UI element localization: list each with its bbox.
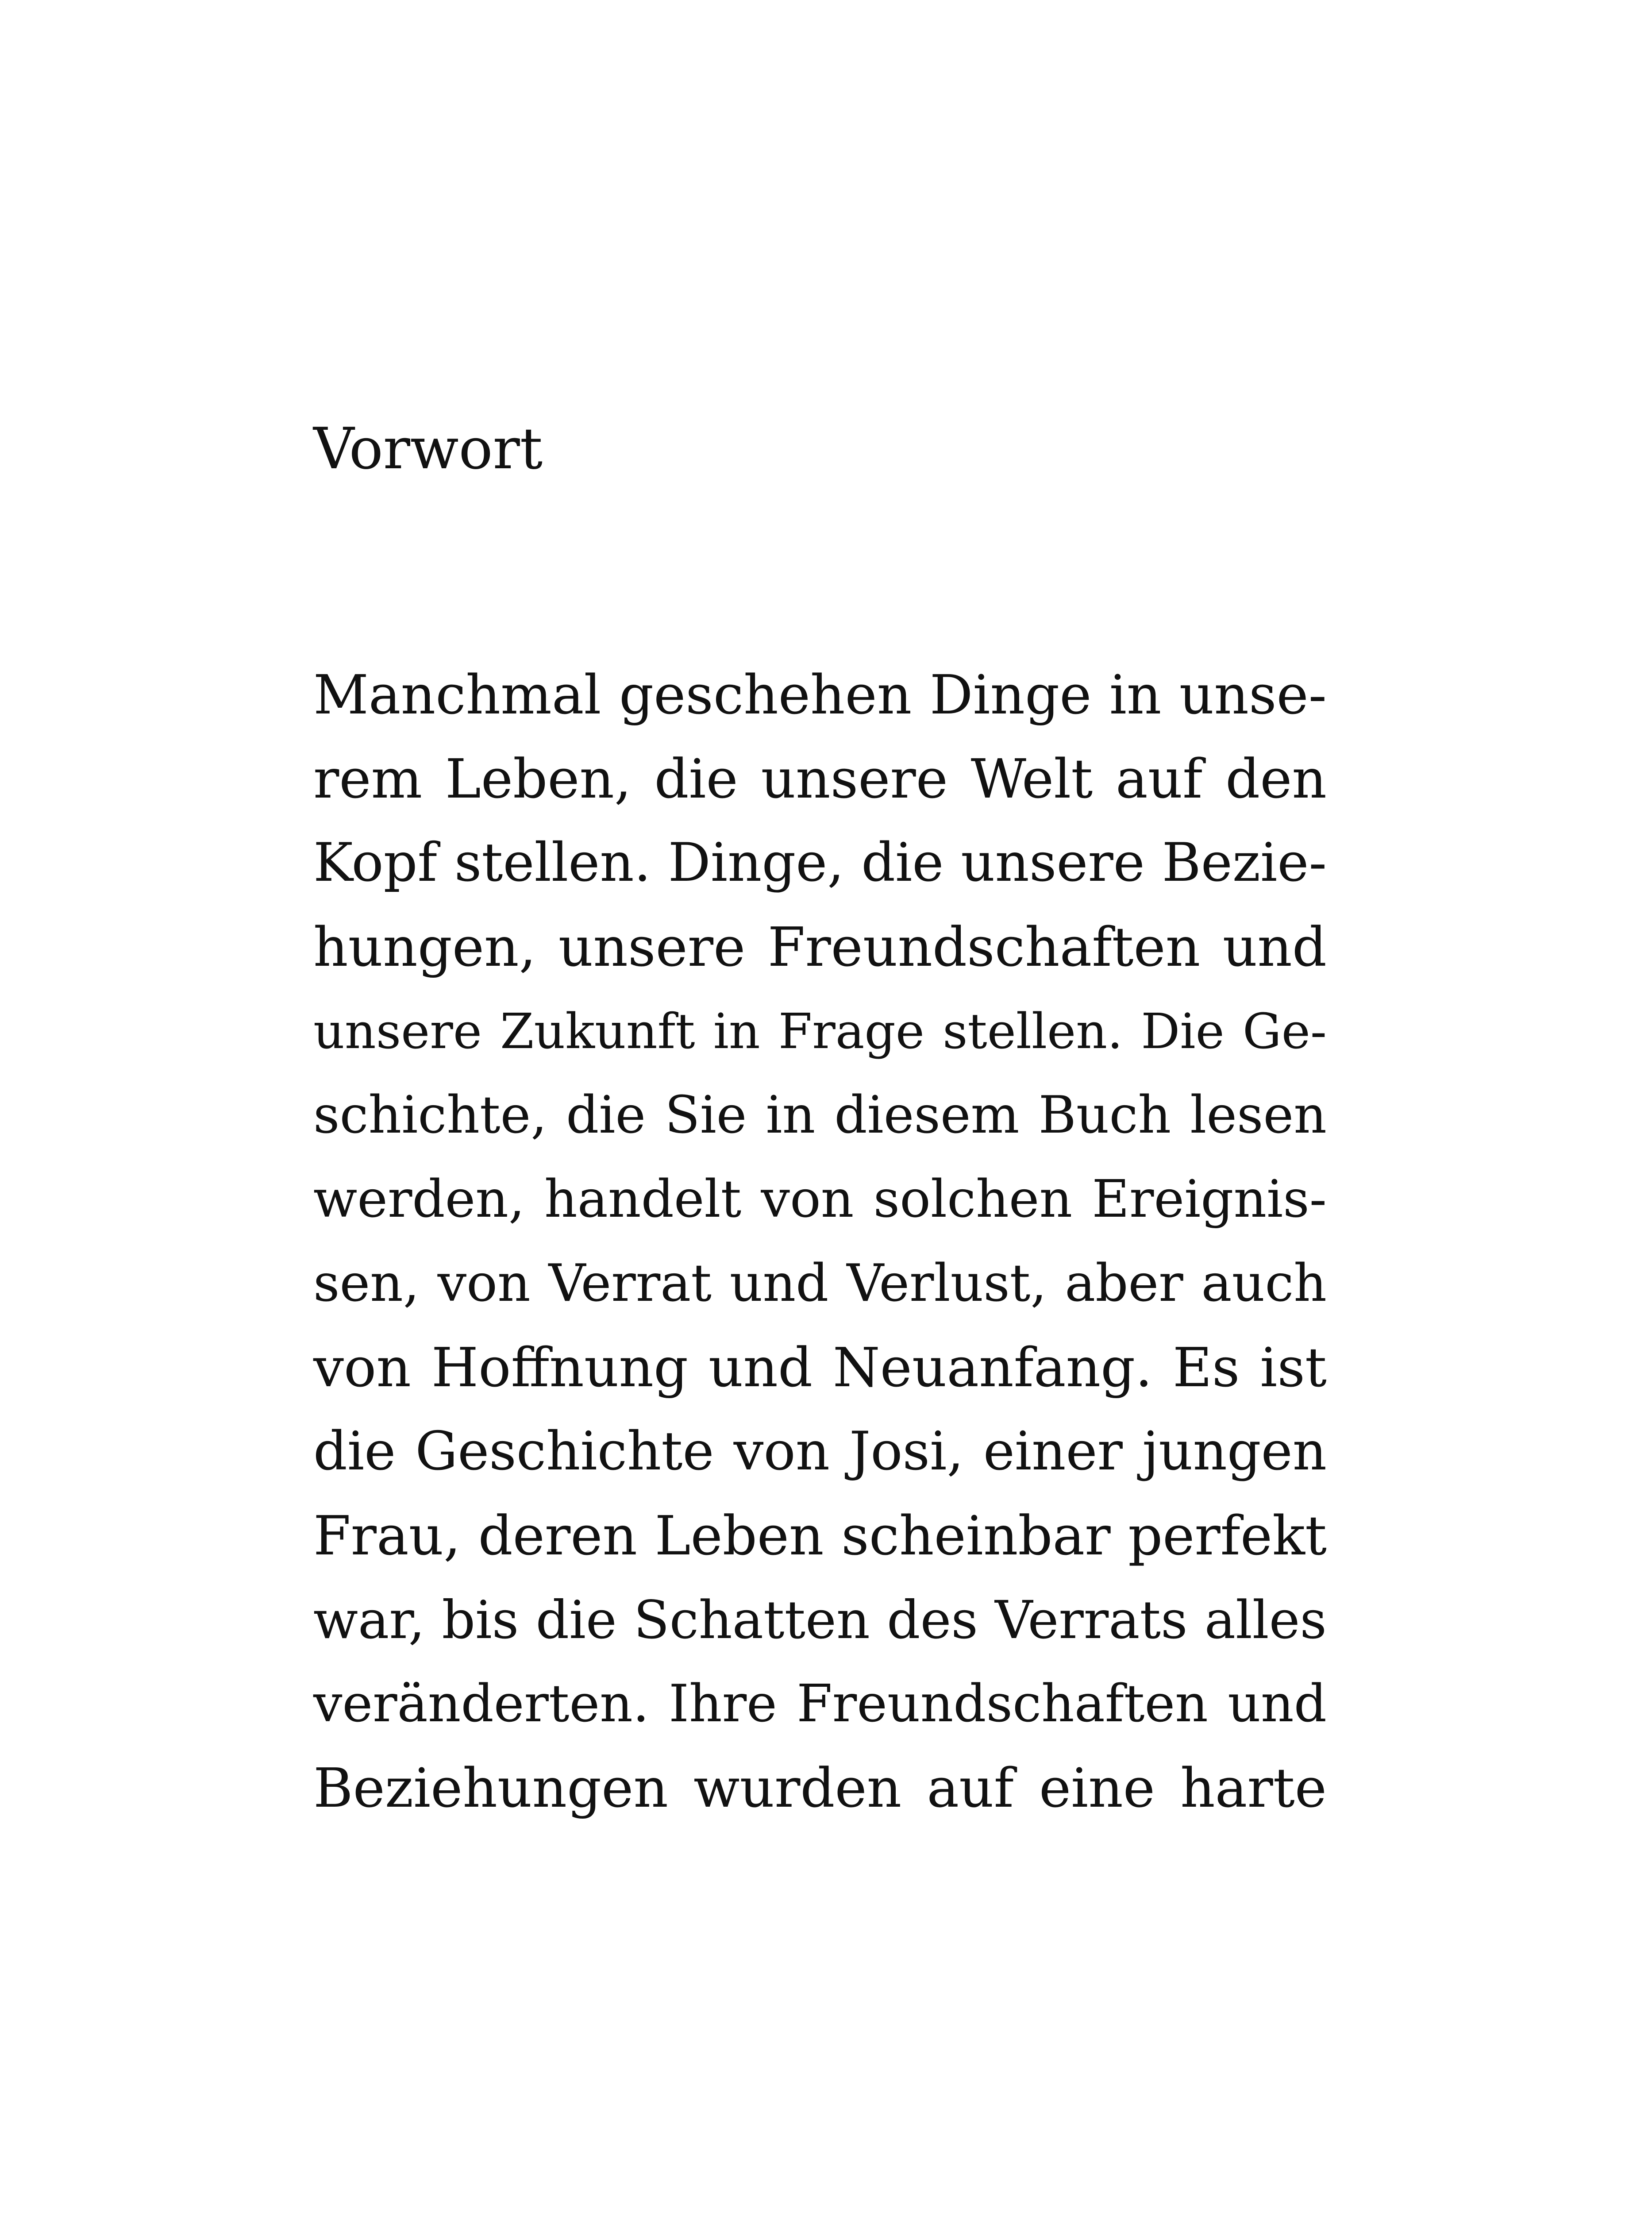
word: Leben [655, 1504, 824, 1567]
word: Die [1141, 1003, 1225, 1060]
word: solchen [873, 1169, 1073, 1229]
word: die [861, 832, 944, 894]
word: Leben, [445, 748, 632, 810]
word: aber [1065, 1253, 1183, 1313]
word: Frage [778, 1003, 924, 1060]
word: diesem [834, 1085, 1020, 1145]
word: Neuanfang. [832, 1336, 1153, 1399]
text-line [313, 1073, 1327, 1157]
word: stellen. [943, 1003, 1123, 1060]
text-line [313, 1157, 1327, 1241]
word: Bezie- [1162, 832, 1327, 894]
word: auf [1115, 748, 1203, 810]
word: Buch [1038, 1085, 1171, 1145]
word: den [1225, 748, 1327, 810]
word: veränderten. [313, 1674, 649, 1734]
word: unsere [761, 748, 948, 810]
word: eine [1039, 1757, 1155, 1820]
word: bis [442, 1589, 519, 1650]
word: Schatten [633, 1589, 870, 1650]
text-line [313, 1410, 1327, 1494]
word: jungen [1142, 1421, 1327, 1482]
word: unsere [313, 1003, 482, 1060]
word: einer [983, 1421, 1123, 1482]
word: Es [1172, 1336, 1240, 1399]
word: harte [1180, 1757, 1327, 1820]
word: Dinge [929, 663, 1092, 726]
word: die [654, 748, 738, 810]
word: Geschichte [415, 1421, 714, 1482]
text-line [313, 821, 1327, 905]
word: unse- [1179, 663, 1327, 726]
word: und [708, 1336, 813, 1399]
word: des [887, 1589, 978, 1650]
text-line [313, 1662, 1327, 1746]
word: die [566, 1085, 646, 1145]
word: wurden [693, 1757, 902, 1820]
word: in [713, 1003, 760, 1060]
word: in [1109, 663, 1162, 726]
word: stellen. [454, 832, 651, 894]
word: Ereignis- [1092, 1169, 1327, 1229]
word: sen, [313, 1253, 420, 1313]
word: ist [1260, 1336, 1327, 1399]
word: hungen, [313, 916, 536, 979]
word: geschehen [619, 663, 912, 726]
text-line [313, 737, 1327, 821]
word: Dinge, [668, 832, 844, 894]
word: deren [478, 1504, 637, 1567]
word: handelt [544, 1169, 742, 1229]
word: scheinbar [841, 1504, 1111, 1567]
word: Verrat [548, 1253, 712, 1313]
word: die [313, 1421, 396, 1482]
word: von [437, 1253, 531, 1313]
word: von [761, 1169, 854, 1229]
word: die [535, 1589, 617, 1650]
word: unsere [961, 832, 1145, 894]
word: Josi, [849, 1421, 964, 1482]
body-paragraph [313, 653, 1327, 1830]
word: Ihre [669, 1674, 777, 1734]
text-line [313, 1578, 1327, 1662]
word: und [1222, 916, 1327, 979]
text-line [313, 1326, 1327, 1410]
word: auf [927, 1757, 1014, 1820]
word: war, [313, 1589, 425, 1650]
word: und [729, 1253, 829, 1313]
word: perfekt [1128, 1504, 1327, 1567]
text-line [313, 1746, 1327, 1830]
word: Freundschaften [767, 916, 1201, 979]
word: Hoffnung [431, 1336, 689, 1399]
word: rem [313, 748, 423, 810]
word: Verrats [995, 1589, 1188, 1650]
word: von [313, 1336, 411, 1399]
word: Beziehungen [313, 1757, 668, 1820]
word: und [1228, 1674, 1327, 1734]
word: lesen [1190, 1085, 1327, 1145]
word: Verlust, [847, 1253, 1047, 1313]
word: in [766, 1085, 816, 1145]
text-line [313, 905, 1327, 989]
word: Ge- [1242, 1003, 1327, 1060]
word: Freundschaften [797, 1674, 1208, 1734]
word: auch [1201, 1253, 1327, 1313]
text-line [313, 1241, 1327, 1326]
text-line [313, 1494, 1327, 1578]
word: Manchmal [313, 663, 601, 726]
word: Kopf [313, 832, 437, 894]
word: Welt [970, 748, 1093, 810]
word: Frau, [313, 1504, 461, 1567]
word: werden, [313, 1169, 525, 1229]
word: unsere [558, 916, 746, 979]
word: alles [1204, 1589, 1327, 1650]
word: schichte, [313, 1085, 547, 1145]
word: Zukunft [500, 1003, 695, 1060]
word: von [733, 1421, 830, 1482]
word: Sie [665, 1085, 747, 1145]
chapter-heading: Vorwort [313, 416, 543, 482]
text-line [313, 653, 1327, 737]
text-line [313, 989, 1327, 1073]
